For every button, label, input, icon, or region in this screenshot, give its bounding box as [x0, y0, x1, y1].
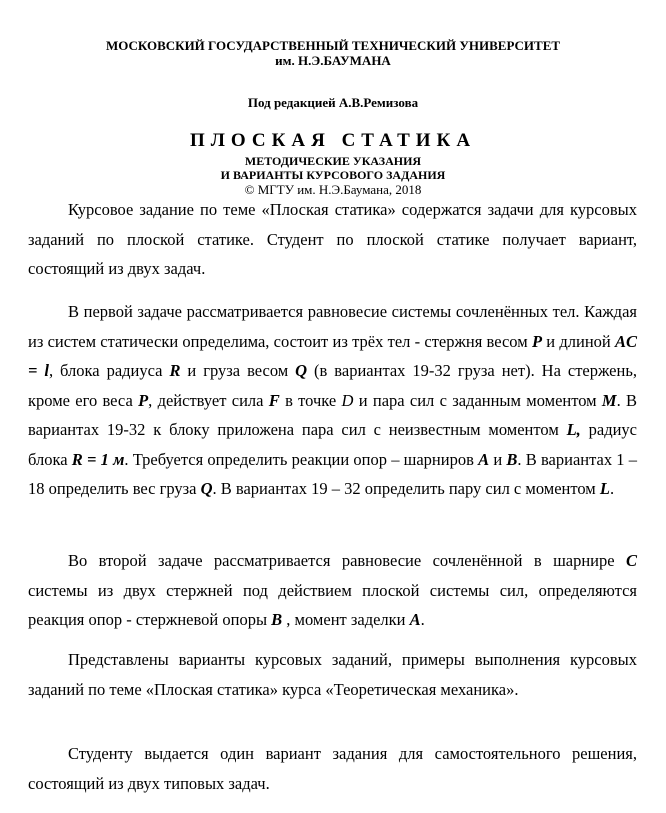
subtitle-line2: И ВАРИАНТЫ КУРСОВОГО ЗАДАНИЯ — [220, 168, 446, 182]
university-name-line2: им. Н.Э.БАУМАНА — [275, 53, 391, 68]
paragraph-first-task: В первой задаче рассматривается равновесие системы сочленённых тел. Каждая из систем статически определима, состоит из трёх тел - стержня весом P и длиной AC = l, блока радиуса R и груза весом Q (в вариантах 19-32 груза нет). На стержень, кроме его веса P, действует сила F в точке D и пара сил с заданным моментом M. В вариантах 19-32 к блоку приложена пара сил с неизвестным моментом L, радиус блока R = 1 м. Требуется определить реакции опор – шарниров A и B. В вариантах 1 – 18 определить вес груза Q. В вариантах 19 – 32 определить пару сил с моментом L. — [28, 302, 638, 498]
university-name-line1: МОСКОВСКИЙ ГОСУДАРСТВЕННЫЙ ТЕХНИЧЕСКИЙ УНИВЕРСИТЕТ — [105, 38, 561, 53]
copyright-line: © МГТУ им. Н.Э.Баумана, 2018 — [244, 182, 422, 197]
editor-line: Под редакцией А.В.Ремизова — [247, 95, 419, 110]
paragraph-second-task: Во второй задаче рассматривается равновесие сочленённой в шарнире C системы из двух стержней под действием плоской системы сил, определяются реакция опор - стержневой опоры B , момент заделки A. — [28, 551, 637, 629]
paragraph-variants: Представлены варианты курсовых заданий, примеры выполнения курсовых заданий по теме «Плоская статика» курса «Теоретическая механика». — [28, 650, 637, 699]
subtitle-line1: МЕТОДИЧЕСКИЕ УКАЗАНИЯ — [244, 154, 422, 168]
paragraph-intro: Курсовое задание по теме «Плоская статика» содержатся задачи для курсовых заданий по плоской статике. Студент по плоской статике получает вариант, состоящий из двух задач. — [28, 200, 637, 278]
paragraph-assignment: Студенту выдается один вариант задания для самостоятельного решения, состоящий из двух типовых задач. — [28, 744, 637, 793]
document-title: ПЛОСКАЯ СТАТИКА — [189, 130, 477, 151]
